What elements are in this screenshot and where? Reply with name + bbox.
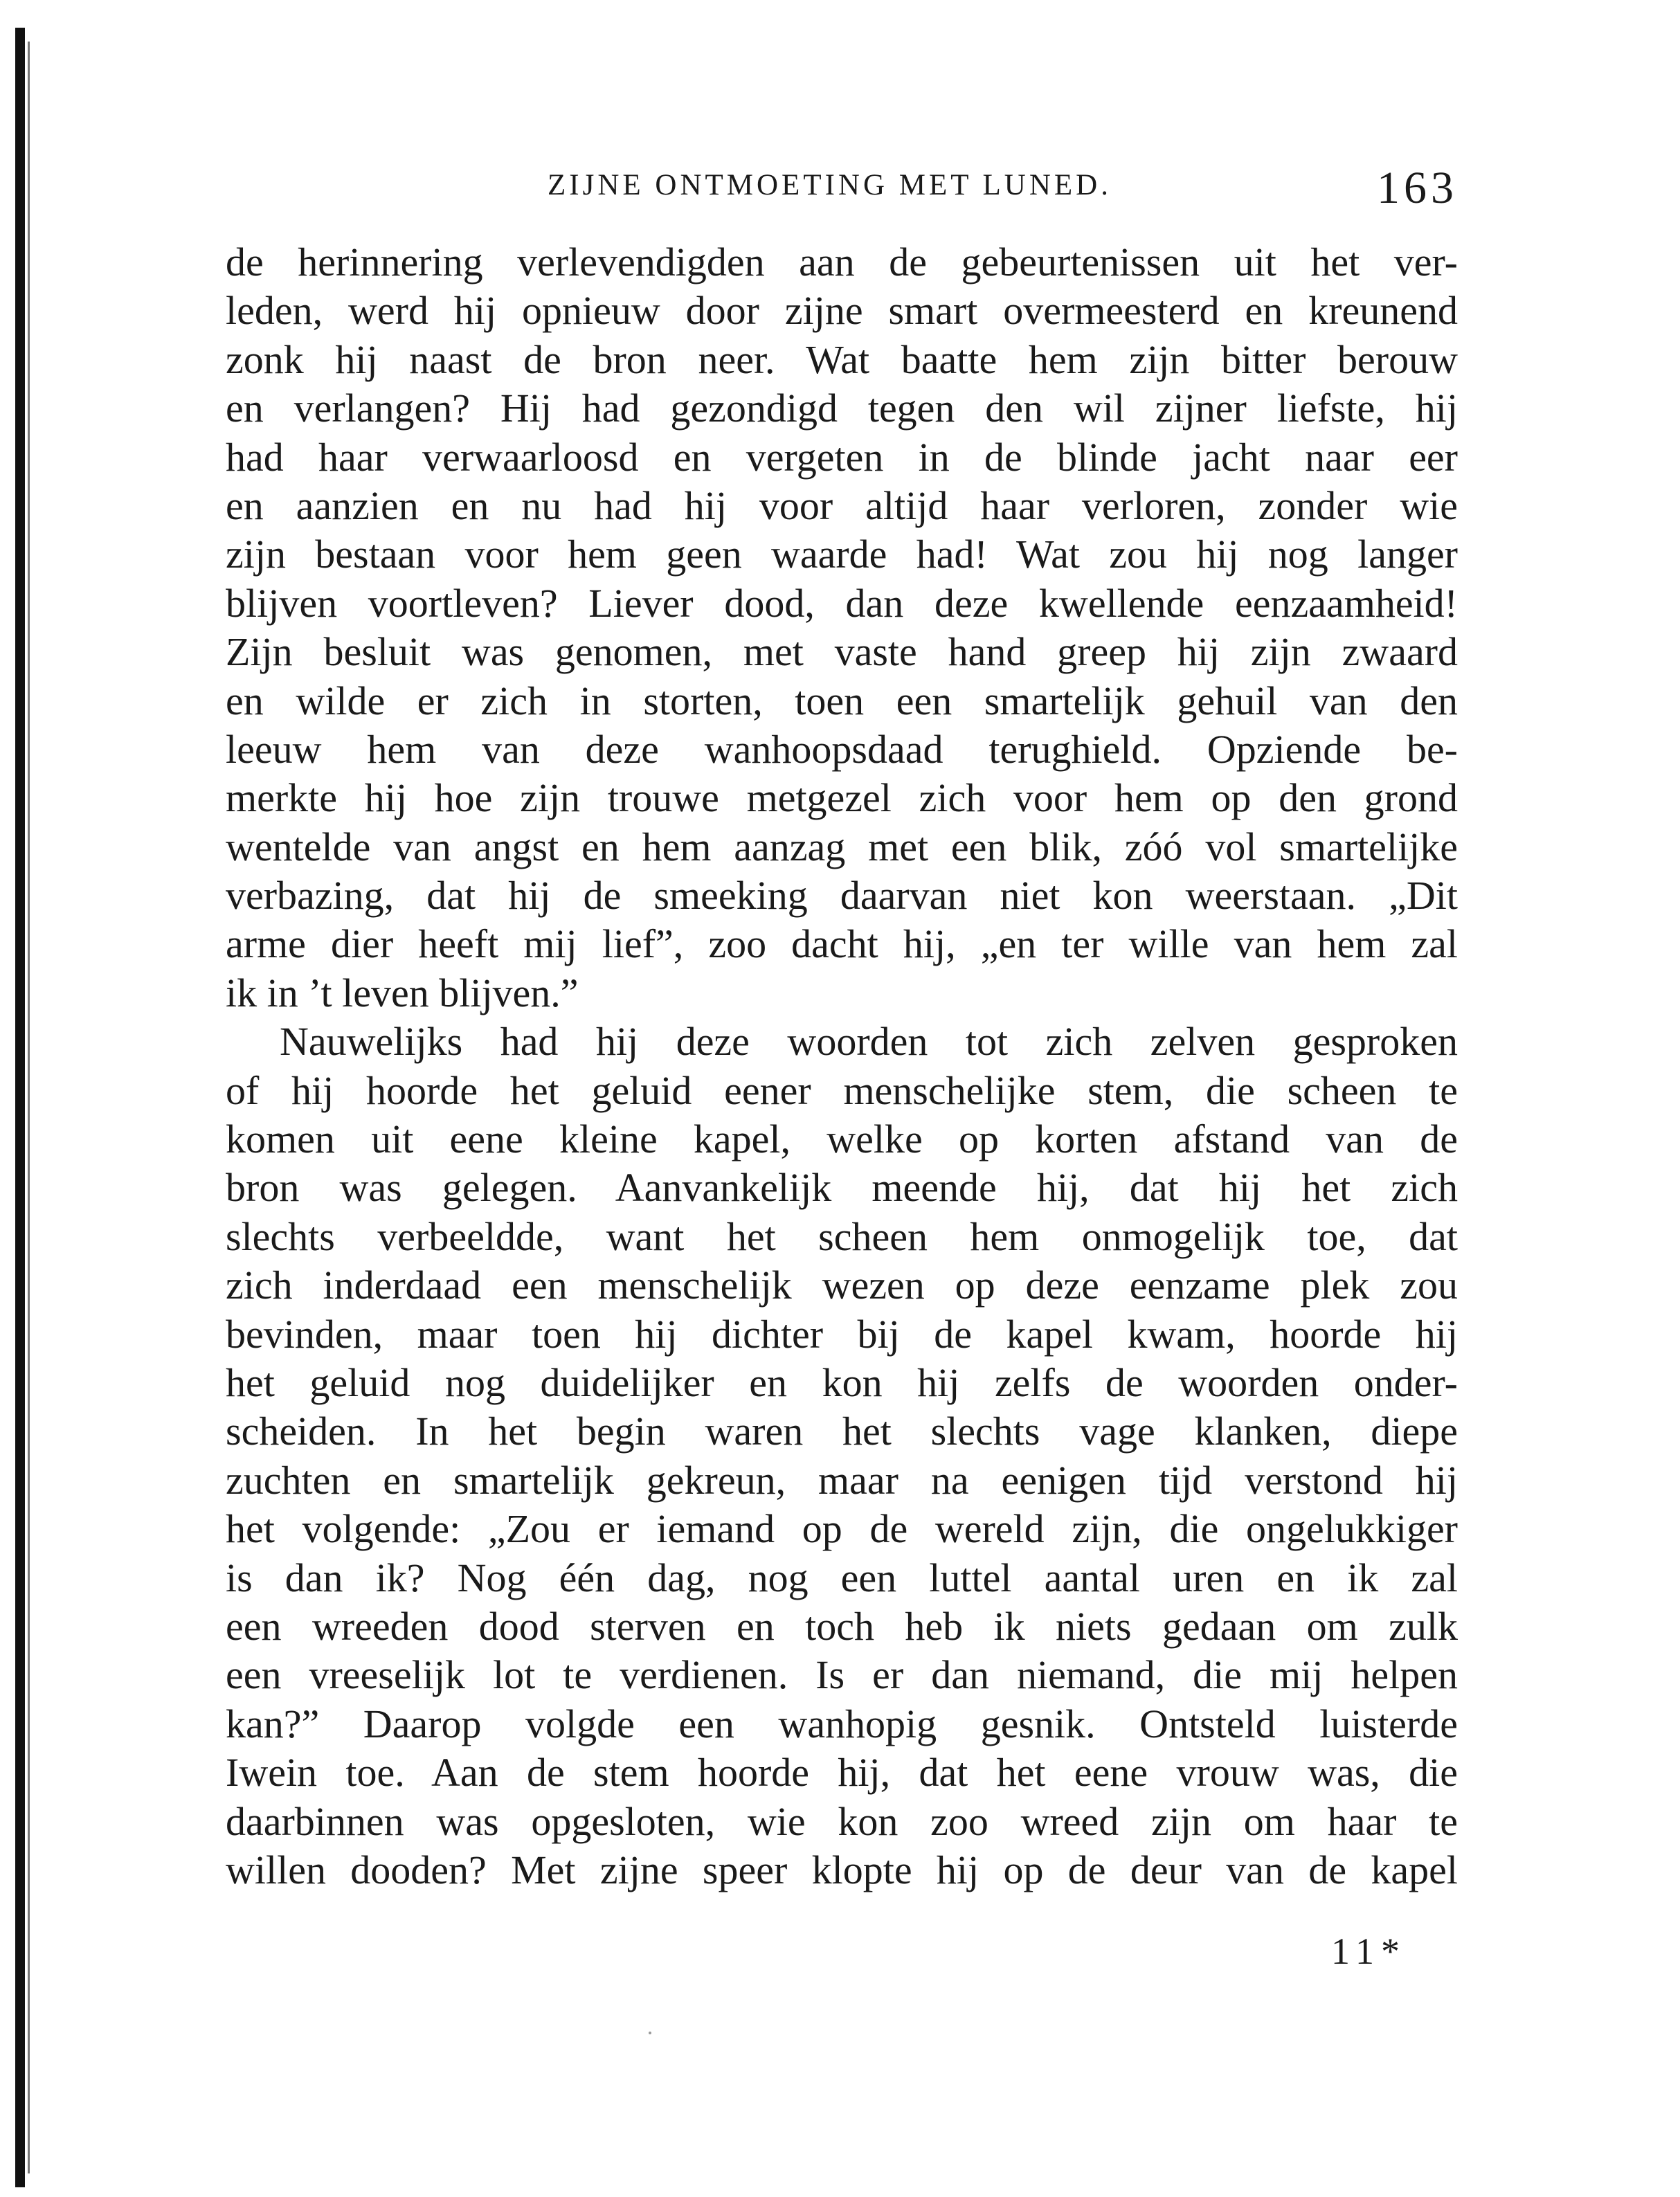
text-line: leeuw hem van deze wanhoopsdaad terughield. Opziende be- xyxy=(226,726,1458,772)
text-line: Iwein toe. Aan de stem hoorde hij, dat het eene vrouw was, die xyxy=(226,1750,1458,1796)
running-head xyxy=(226,165,1458,227)
text-line: blijven voortleven? Liever dood, dan deze kwellende eenzaamheid! xyxy=(226,580,1458,626)
paragraph-first-line: Nauwelijks had hij deze woorden tot zich zelven gesproken xyxy=(280,1019,1458,1065)
text-line: komen uit eene kleine kapel, welke op korten afstand van de xyxy=(226,1116,1458,1162)
text-line: zijn bestaan voor hem geen waarde had! Wat zou hij nog langer xyxy=(226,532,1458,577)
text-line: daarbinnen was opgesloten, wie kon zoo wreed zijn om haar te xyxy=(226,1798,1458,1844)
text-line: of hij hoorde het geluid eener menschelijke stem, die scheen te xyxy=(226,1067,1458,1113)
paper-speck xyxy=(649,2032,651,2034)
text-line: scheiden. In het begin waren het slechts vage klanken, diepe xyxy=(226,1409,1458,1454)
text-line: en wilde er zich in storten, toen een smartelijk gehuil van den xyxy=(226,678,1458,723)
text-line: zuchten en smartelijk gekreun, maar na eenigen tijd verstond hij xyxy=(226,1457,1458,1503)
text-line: het geluid nog duidelijker en kon hij zelfs de woorden onder- xyxy=(226,1359,1458,1405)
text-line: ik in ’t leven blijven.” xyxy=(226,970,579,1015)
text-line: leden, werd hij opnieuw door zijne smart overmeesterd en kreunend xyxy=(226,288,1458,334)
text-line: het volgende: „Zou er iemand op de wereld zijn, die ongelukkiger xyxy=(226,1506,1458,1552)
text-line: willen dooden? Met zijne speer klopte hij op de deur van de kapel xyxy=(226,1847,1458,1892)
text-line: zich inderdaad een menschelijk wezen op deze eenzame plek zou xyxy=(226,1263,1458,1308)
text-line: had haar verwaarloosd en vergeten in de blinde jacht naar eer xyxy=(226,434,1458,480)
text-line: merkte hij hoe zijn trouwe metgezel zich voor hem op den grond xyxy=(226,775,1458,821)
text-line: bevinden, maar toen hij dichter bij de kapel kwam, hoorde hij xyxy=(226,1311,1458,1357)
text-line: arme dier heeft mij lief”, zoo dacht hij, „en ter wille van hem zal xyxy=(226,921,1458,967)
text-line: verbazing, dat hij de smeeking daarvan niet kon weerstaan. „Dit xyxy=(226,873,1458,919)
text-line: kan?” Daarop volgde een wanhopig gesnik. Ontsteld luisterde xyxy=(226,1701,1458,1746)
text-line: de herinnering verlevendigden aan de gebeurtenissen uit het ver- xyxy=(226,239,1458,284)
text-line: is dan ik? Nog één dag, nog een luttel aantal uren en ik zal xyxy=(226,1555,1458,1600)
page-number: 163 xyxy=(1377,163,1458,213)
text-line: een wreeden dood sterven en toch heb ik niets gedaan om zulk xyxy=(226,1603,1458,1649)
binding-edge-shadow xyxy=(28,42,30,2173)
text-line: zonk hij naast de bron neer. Wat baatte hem zijn bitter berouw xyxy=(226,336,1458,382)
running-title: ZIJNE ONTMOETING MET LUNED. xyxy=(548,169,1112,201)
text-line: en aanzien en nu had hij voor altijd haar verloren, zonder wie xyxy=(226,482,1458,528)
text-line: wentelde van angst en hem aanzag met een blik, zóó vol smartelijke xyxy=(226,824,1458,869)
signature-mark: 11* xyxy=(1331,1931,1407,1972)
text-line: Zijn besluit was genomen, met vaste hand greep hij zijn zwaard xyxy=(226,629,1458,675)
text-line: en verlangen? Hij had gezondigd tegen den wil zijner liefste, hij xyxy=(226,386,1458,431)
body-text xyxy=(226,238,1458,1895)
text-line: een vreeselijk lot te verdienen. Is er dan niemand, die mij helpen xyxy=(226,1652,1458,1698)
binding-edge xyxy=(15,28,25,2187)
text-line: slechts verbeeldde, want het scheen hem onmogelijk toe, dat xyxy=(226,1213,1458,1259)
text-line: bron was gelegen. Aanvankelijk meende hij, dat hij het zich xyxy=(226,1165,1458,1211)
